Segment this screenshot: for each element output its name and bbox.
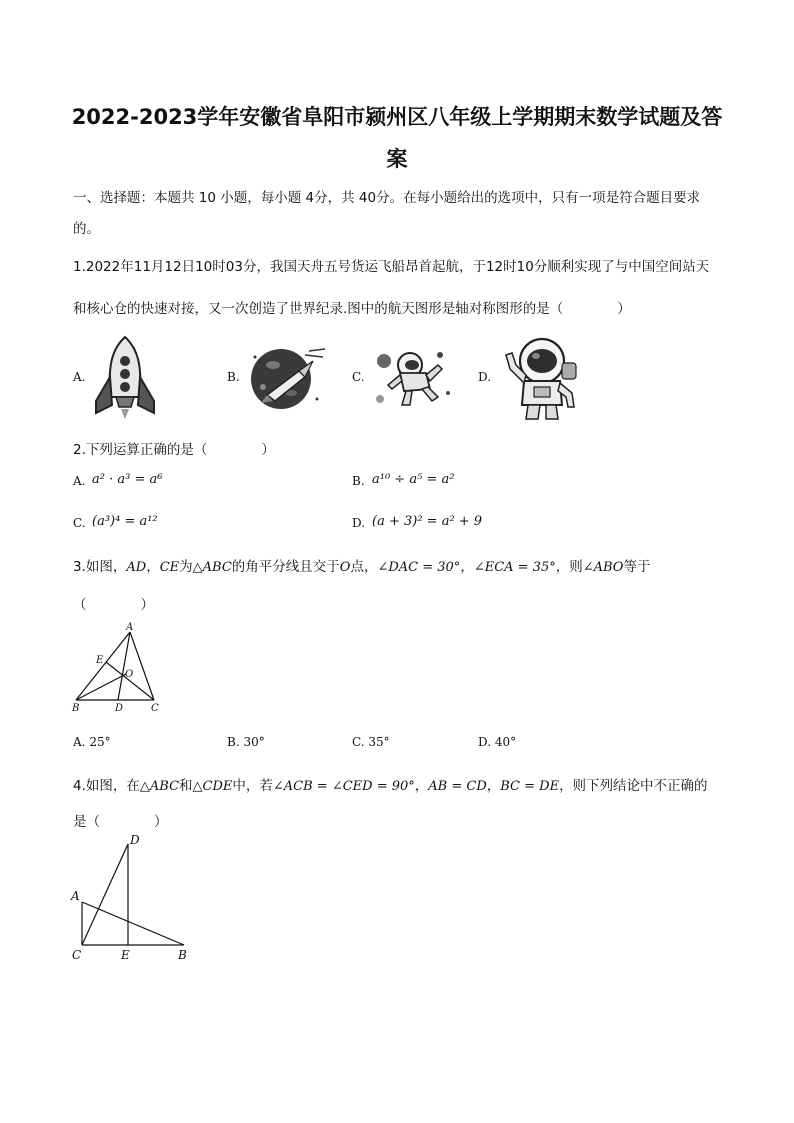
q4-stem-text: ， <box>486 778 501 794</box>
q3-stem-text: ，则 <box>555 559 583 575</box>
label-e: E <box>96 655 104 666</box>
q4-stem-math: BC = DE <box>500 779 560 794</box>
q3-option-c-label: C. <box>352 735 365 749</box>
q4-stem-math: AB = CD <box>428 779 487 794</box>
q2-option-a-label: A. <box>73 474 86 488</box>
side-ab <box>82 902 184 945</box>
q3-stem-text: 点， <box>350 559 378 575</box>
label-b: B <box>72 703 80 714</box>
q2-option-d-label: D. <box>352 516 366 530</box>
q2-option-a-expr: a² · a³ = a⁶ <box>92 472 163 487</box>
q3-option-d <box>478 735 516 749</box>
q3-stem-line2: （ ） <box>73 597 154 613</box>
q4-stem-text: 4.如图，在 <box>73 778 140 794</box>
q4-stem-text: ，则下列结论中不正确的 <box>559 778 708 794</box>
q3-stem-text: ， <box>146 559 160 575</box>
q3-stem-text: 等于 <box>623 559 651 575</box>
q1-option-d-label: D. <box>478 370 492 384</box>
q4-stem-line2: 是（ ） <box>73 814 168 830</box>
q3-option-d-label: D. <box>478 735 492 749</box>
q3-stem-math: ∠DAC = 30° <box>377 560 461 575</box>
q3-stem-math: CE <box>159 560 180 575</box>
label-d: D <box>130 833 140 847</box>
rocket-icon <box>90 335 160 420</box>
label-e: E <box>121 948 130 962</box>
section-instructions-line2: 的。 <box>73 221 100 237</box>
q2-option-d-expr: (a + 3)² = a² + 9 <box>372 514 483 529</box>
q3-option-c-value: 35° <box>368 735 390 749</box>
waving-astronaut-icon <box>498 333 586 421</box>
q3-option-a-value: 25° <box>89 735 111 749</box>
q3-stem-math: O <box>339 560 351 575</box>
label-c: C <box>151 703 159 714</box>
q3-option-d-value: 40° <box>494 735 517 749</box>
document-title-line2: 案 <box>386 147 408 171</box>
q3-option-c <box>352 735 390 749</box>
q1-option-c-label: C. <box>352 370 365 384</box>
q1-option-b-label: B. <box>227 370 240 384</box>
section-instructions-line1: 一、选择题：本题共 10 小题，每小题 4分，共 40分。在每小题给出的选项中，只有一项是符合题目要求 <box>73 190 701 206</box>
q2-option-b-label: B. <box>352 474 365 488</box>
label-a: A <box>71 889 80 903</box>
planet-rocket-icon <box>243 343 328 413</box>
q3-stem-text: 3.如图， <box>73 559 127 575</box>
label-a: A <box>126 622 134 633</box>
q4-stem-math: △ABC <box>139 779 180 794</box>
q3-stem-math: ∠ECA = 35° <box>473 560 556 575</box>
q4-stem-text: 中，若 <box>232 778 273 794</box>
q3-option-a <box>73 735 111 749</box>
label-b: B <box>178 948 187 962</box>
q3-option-b-label: B. <box>227 735 240 749</box>
segment-ad <box>118 632 130 700</box>
q2-option-c-label: C. <box>73 516 86 530</box>
document-title-line1: 2022-2023学年安徽省阜阳市颍州区八年级上学期期末数学试题及答 <box>71 105 723 129</box>
q4-triangle-figure <box>68 830 193 965</box>
q4-stem-math: ∠ACB = ∠CED = 90° <box>272 779 415 794</box>
q3-stem-math: △ABC <box>192 560 232 575</box>
q4-stem-line1 <box>73 774 708 794</box>
q3-option-b-value: 30° <box>243 735 265 749</box>
q3-option-b <box>227 735 265 749</box>
q1-stem-line2: 和核心仓的快速对接，又一次创造了世界纪录.图中的航天图形是轴对称图形的是（ ） <box>73 301 631 317</box>
q3-stem-math: AD <box>126 560 147 575</box>
q4-stem-text: 和 <box>179 778 193 794</box>
side-cd <box>82 844 128 945</box>
q3-stem-text: 为 <box>179 559 193 575</box>
q1-stem-line1: 1.2022年11月12日10时03分，我国天舟五号货运飞船昂首起航，于12时10分顺利实现了与中国空间站天 <box>73 259 710 275</box>
q2-option-c-expr: (a³)⁴ = a¹² <box>92 514 158 529</box>
q3-stem-text: ， <box>460 559 474 575</box>
label-o: O <box>125 669 134 680</box>
q3-stem-math: ∠ABO <box>582 560 624 575</box>
label-c: C <box>72 948 82 962</box>
q2-option-b-expr: a¹⁰ ÷ a⁵ = a² <box>372 472 455 487</box>
q1-option-a-label: A. <box>73 370 86 384</box>
q4-stem-math: △CDE <box>192 779 233 794</box>
label-d: D <box>115 703 124 714</box>
q3-stem-text: 的角平分线且交于 <box>231 559 340 575</box>
q2-stem: 2.下列运算正确的是（ ） <box>73 442 275 458</box>
q3-triangle-figure <box>70 622 162 714</box>
q3-stem-line1 <box>73 555 650 575</box>
floating-astronaut-icon <box>370 343 455 411</box>
q3-option-a-label: A. <box>73 735 86 749</box>
side-ab <box>76 632 130 700</box>
q4-stem-text: ， <box>414 778 429 794</box>
